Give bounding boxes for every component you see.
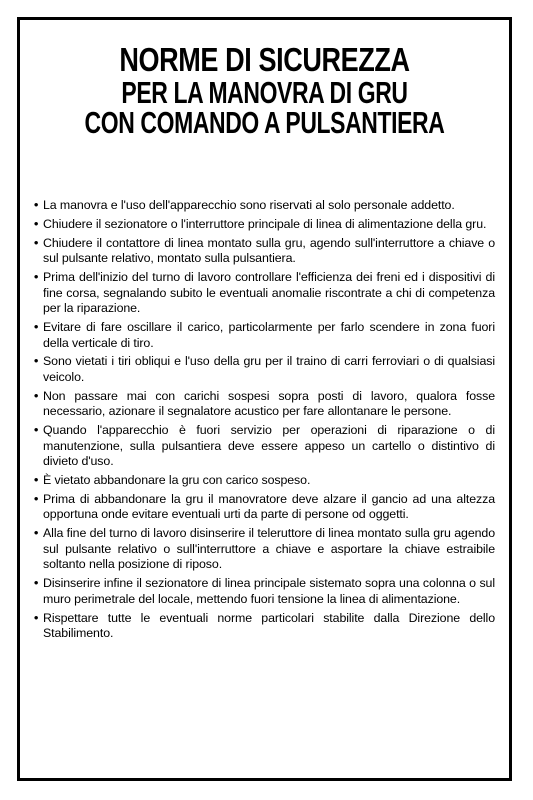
rule-text: Prima dell'inizio del turno di lavoro controllare l'efficienza dei freni ed i dispositivi di fine corsa, segnalando subito le eventuali anomalie riscontrate a chi di competenza per la riparazione. xyxy=(43,269,495,316)
safety-sign xyxy=(17,17,512,781)
rule-text: La manovra e l'uso dell'apparecchio sono riservati al solo personale addetto. xyxy=(43,198,455,212)
bullet-icon: • xyxy=(34,610,39,625)
bullet-icon: • xyxy=(34,491,39,506)
rule-item xyxy=(34,611,495,642)
sign-header xyxy=(20,42,509,138)
rule-text: Disinserire infine il sezionatore di linea principale sistemato sopra una colonna o sul muro perimetrale del locale, mettendo fuori tensione la linea di alimentazione. xyxy=(43,576,495,606)
rule-item xyxy=(34,217,495,233)
bullet-icon: • xyxy=(34,354,39,369)
rule-text: Chiudere il sezionatore o l'interruttore principale di linea di alimentazione della gru. xyxy=(43,216,487,231)
rule-item xyxy=(34,270,495,317)
rule-item xyxy=(34,576,495,607)
rule-text: Non passare mai con carichi sospesi sopra posti di lavoro, qualora fosse necessario, azionare il segnalatore acustico per fare allontanare le persone. xyxy=(43,388,495,419)
rule-text: Chiudere il contattore di linea montato sulla gru, agendo sull'interruttore a chiave o sul pulsante relativo, montato sulla pulsantiera. xyxy=(43,235,495,266)
bullet-icon: • xyxy=(34,216,39,231)
rule-item xyxy=(34,198,495,214)
rule-item xyxy=(34,320,495,351)
rule-text: Evitare di fare oscillare il carico, particolarmente per farlo scendere in zona fuori della verticale di tiro. xyxy=(43,319,495,350)
rule-text: Alla fine del turno di lavoro disinserire il teleruttore di linea montato sulla gru agendo sul pulsante relativo o sull'interruttore a chiave e asportare la chiave estraibile soltanto nella posizione di riposo. xyxy=(43,526,495,572)
bullet-icon: • xyxy=(34,235,39,250)
sign-subtitle-line-1: PER LA MANOVRA DI GRU xyxy=(121,75,408,110)
bullet-icon: • xyxy=(34,576,39,591)
rule-text: Rispettare tutte le eventuali norme particolari stabilite dalla Direzione dello Stabilimento. xyxy=(43,610,495,641)
bullet-icon: • xyxy=(34,388,39,403)
rule-text: Prima di abbandonare la gru il manovratore deve alzare il gancio ad una altezza opportuna onde evitare eventuali urti da parte di persone od oggetti. xyxy=(43,491,495,522)
bullet-icon: • xyxy=(34,526,39,541)
rule-item xyxy=(34,389,495,420)
rule-item xyxy=(34,423,495,470)
rule-item xyxy=(34,492,495,523)
rule-item xyxy=(34,473,495,489)
bullet-icon: • xyxy=(34,269,39,284)
rule-item xyxy=(34,526,495,573)
bullet-icon: • xyxy=(34,473,39,487)
bullet-icon: • xyxy=(34,423,39,438)
rule-text: Sono vietati i tiri obliqui e l'uso della gru per il traino di carri ferroviari o di qualsiasi veicolo. xyxy=(43,354,495,384)
bullet-icon: • xyxy=(34,319,39,334)
sign-subtitle-line-2: CON COMANDO A PULSANTIERA xyxy=(84,105,445,140)
rule-item xyxy=(34,354,495,385)
sign-title: NORME DI SICUREZZA xyxy=(119,41,410,78)
rule-text: Quando l'apparecchio è fuori servizio per operazioni di riparazione o di manutenzione, sulla pulsantiera deve essere appeso un cartello o distintivo di divieto d'uso. xyxy=(43,423,495,469)
rules-list xyxy=(34,198,495,645)
rule-text: È vietato abbandonare la gru con carico sospeso. xyxy=(43,473,311,487)
rule-item xyxy=(34,236,495,267)
bullet-icon: • xyxy=(34,198,39,212)
